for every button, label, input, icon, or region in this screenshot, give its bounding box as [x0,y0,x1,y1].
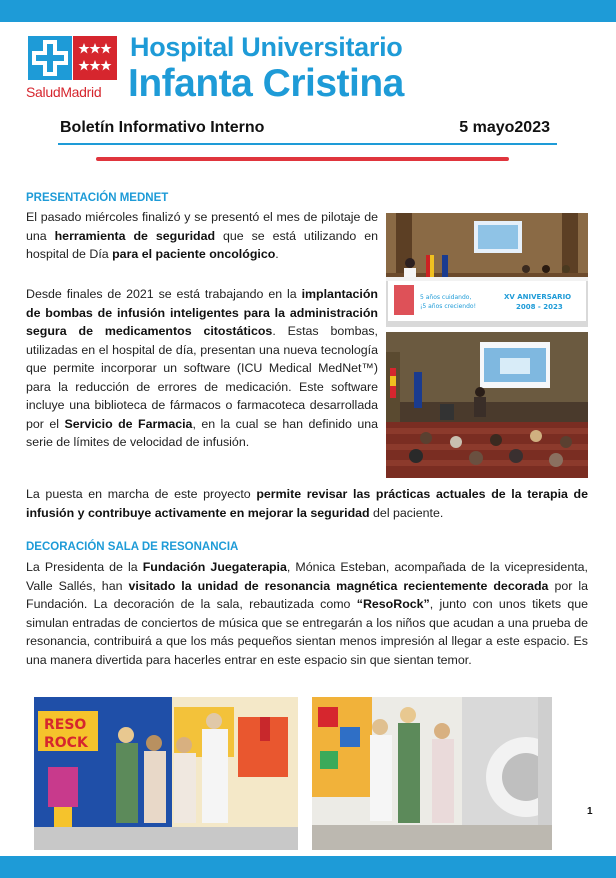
rock-sign-text: ROCK [44,735,88,751]
salud-madrid-logo-text: SaludMadrid [26,84,102,100]
section-title-mednet: PRESENTACIÓN MEDNET [26,192,169,204]
reso-sign-text: RESO [44,717,87,733]
mednet-paragraph-3: La puesta en marcha de este proyecto permite revisar las prácticas actuales de la terapia de infusión y contribuye activamente en mejorar la seguridad del paciente. [26,487,589,520]
page-number: 1 [587,806,593,817]
hospital-name-line2: Infanta Cristina [128,62,404,105]
madrid-stars-icon [73,36,117,80]
mednet-paragraph-2: Desde finales de 2021 se está trabajando en la implantación de bombas de infusión inteligentes para la administración segura de medicamentos citostáticos. Estas bombas, utilizadas en el hospital de día, presentan una nueva tecnología que permite incorporar un software (ICU Medical MedNet™) para la reducción de errores de medicación. Este software incluye una biblioteca de fármacos o farmacoteca desarrollada por el Servicio de Farmacia, en la cual se han definido una serie de límites de velocidad de infusión. [26,287,378,449]
salud-madrid-cross-icon [28,36,72,80]
bottom-color-band [0,856,616,878]
hospital-name-line1: Hospital Universitario [130,32,403,62]
header-accent-line [96,157,509,161]
photo-presentation-stage [386,213,588,327]
section-title-resonancia: DECORACIÓN SALA DE RESONANCIA [26,541,239,553]
banner-text-3: XV ANIVERSARIO [504,293,572,301]
bulletin-title: Boletín Informativo Interno [60,119,265,136]
bulletin-date: 5 mayo2023 [459,119,550,136]
header-divider [58,143,557,145]
banner-text-1: 5 años cuidando, [420,294,472,301]
resonancia-paragraph: La Presidenta de la Fundación Juegaterapia, Mónica Esteban, acompañada de la vicepresidenta, Valle Sallés, han visitado la unidad de resonancia magnética recientemente decorada por la Fundación. La decoración de la sala, rebautizada como “ResoRock”, junto con unos tikets que simulan entradas de conciertos de música que se entregarán a los niños que acudan a una prueba de resonancia, contribuirá a que los más pequeños sientan menos impresión al llegar a este espacio. Es una manera divertida para hacerles entrar en este espacio sin que sientan temor. [26,560,588,667]
mednet-paragraph-1: El pasado miércoles finalizó y se presentó el mes de pilotaje de una herramienta de seguridad que se está utilizando en hospital de Día para el paciente oncológico. [26,210,378,261]
banner-text-4: 2008 - 2023 [516,303,563,311]
photo-resorock-room [34,697,298,850]
photo-auditorium-talk [386,332,588,478]
banner-text-2: ¡5 años creciendo! [420,303,476,310]
photo-mri-machine [312,697,552,850]
top-color-band [0,0,616,22]
